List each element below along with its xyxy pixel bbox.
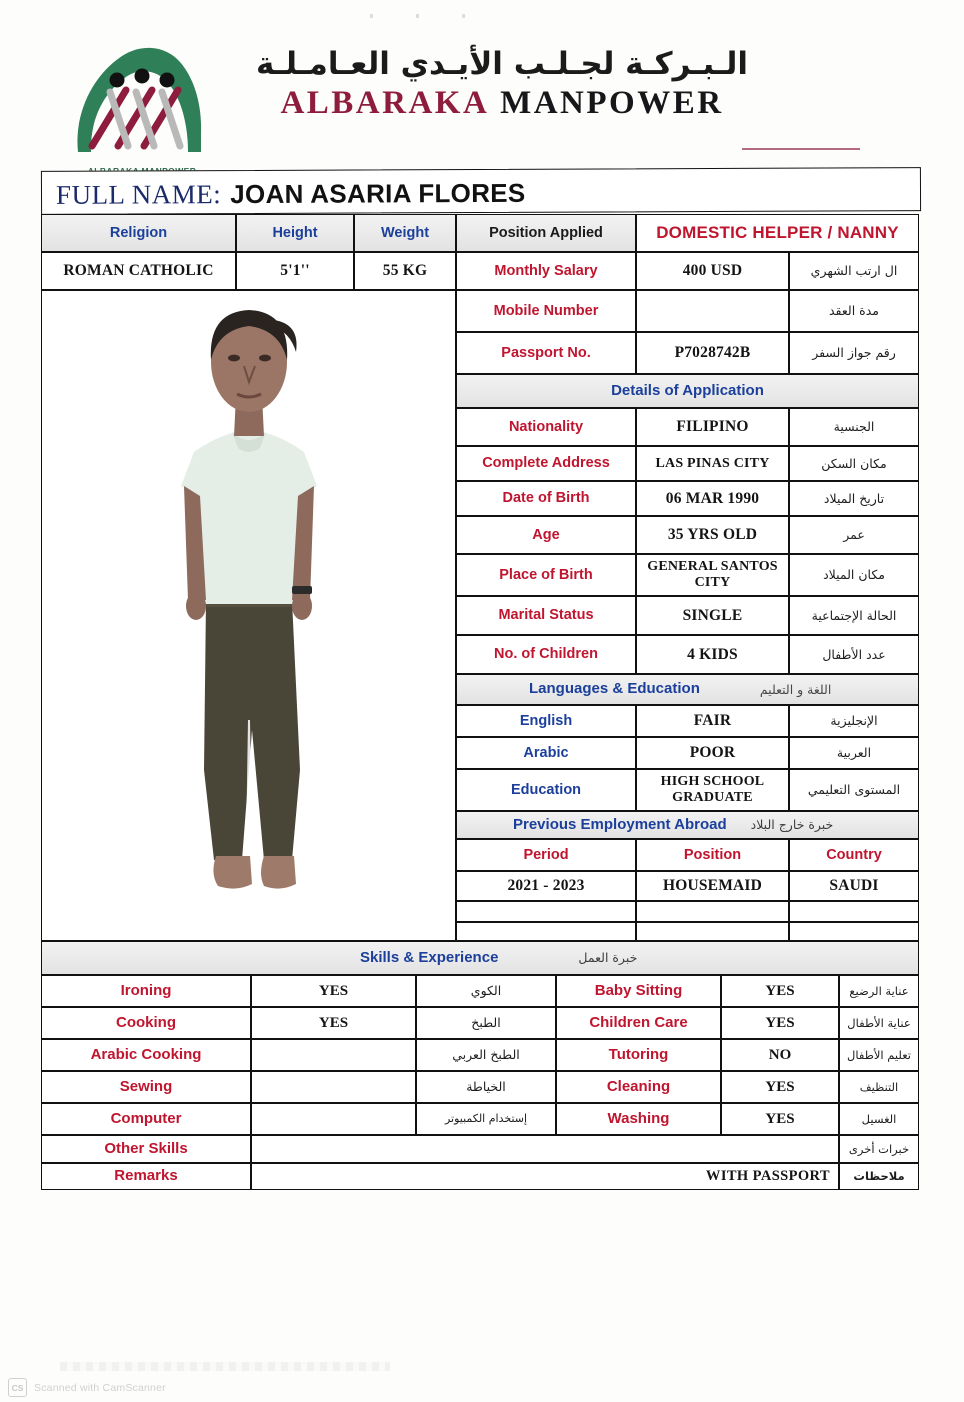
section-details-of-application: Details of Application: [456, 374, 919, 408]
full-name-band: [41, 167, 921, 215]
skill-cleaning-label: Cleaning: [556, 1071, 721, 1103]
skill-washing-value: YES: [721, 1103, 839, 1135]
other-skills-arabic: خبرات أخرى: [839, 1135, 919, 1163]
date-of-birth-label: Date of Birth: [456, 481, 636, 516]
age-value: 35 YRS OLD: [636, 516, 789, 554]
marital-status-value: SINGLE: [636, 596, 789, 635]
other-skills-label: Other Skills: [41, 1135, 251, 1163]
skill-ironing-label: Ironing: [41, 975, 251, 1007]
mobile-number-value: [636, 290, 789, 332]
skill-cooking-label: Cooking: [41, 1007, 251, 1039]
arabic-language-label: Arabic: [456, 737, 636, 769]
nationality-arabic: الجنسية: [789, 408, 919, 446]
skill-arabic-cooking-arabic: الطبخ العربي: [416, 1039, 556, 1071]
employment-period-1: 2021 - 2023: [456, 871, 636, 901]
employment-country-header: Country: [789, 839, 919, 871]
employment-position-header: Position: [636, 839, 789, 871]
scan-smudge-artifact: [60, 1362, 390, 1371]
english-arabic: الإنجليزية: [789, 705, 919, 737]
skill-baby-sitting-value: YES: [721, 975, 839, 1007]
skill-tutoring-label: Tutoring: [556, 1039, 721, 1071]
place-of-birth-value: GENERAL SANTOS CITY: [636, 554, 789, 596]
position-applied-value: DOMESTIC HELPER / NANNY: [636, 214, 919, 252]
weight-header: Weight: [354, 214, 456, 252]
camscanner-watermark: [8, 1378, 166, 1397]
brand-block: [222, 48, 782, 122]
skill-sewing-arabic: الخياطة: [416, 1071, 556, 1103]
marital-status-arabic: الحالة الإجتماعية: [789, 596, 919, 635]
english-label: English: [456, 705, 636, 737]
complete-address-label: Complete Address: [456, 446, 636, 481]
no-of-children-label: No. of Children: [456, 635, 636, 674]
section-skills-experience: Skills & Experience خبرة العمل: [41, 941, 919, 975]
camscanner-icon: CS: [8, 1378, 27, 1397]
height-header: Height: [236, 214, 354, 252]
document-header: [0, 30, 964, 170]
contract-duration-arabic: مدة العقد: [789, 290, 919, 332]
skill-arabic-cooking-value: [251, 1039, 416, 1071]
arabic-language-arabic: العربية: [789, 737, 919, 769]
skill-computer-value: [251, 1103, 416, 1135]
skill-baby-sitting-label: Baby Sitting: [556, 975, 721, 1007]
education-label: Education: [456, 769, 636, 811]
skill-cleaning-value: YES: [721, 1071, 839, 1103]
skill-sewing-value: [251, 1071, 416, 1103]
employment-position-3: [636, 922, 789, 941]
section-languages-education: Languages & Education اللغة و التعليم: [456, 674, 919, 705]
remarks-label: Remarks: [41, 1163, 251, 1190]
nationality-label: Nationality: [456, 408, 636, 446]
brand-albaraka-text: ALBARAKA: [280, 84, 490, 121]
skill-children-care-value: YES: [721, 1007, 839, 1039]
age-arabic: عمر: [789, 516, 919, 554]
skill-computer-arabic: إستخدام الكمبيوتر: [416, 1103, 556, 1135]
height-value: 5'1'': [236, 252, 354, 290]
religion-header: Religion: [41, 214, 236, 252]
passport-no-value: P7028742B: [636, 332, 789, 374]
brand-manpower-text: MANPOWER: [500, 84, 724, 121]
brand-arabic-title: الـبـركـة لجـلـب الأيـدي العـامـلـة: [256, 46, 748, 82]
applicant-photo: [41, 290, 456, 941]
passport-no-label: Passport No.: [456, 332, 636, 374]
no-of-children-value: 4 KIDS: [636, 635, 789, 674]
complete-address-value: LAS PINAS CITY: [636, 446, 789, 481]
skill-washing-arabic: الغسيل: [839, 1103, 919, 1135]
skill-children-care-label: Children Care: [556, 1007, 721, 1039]
weight-value: 55 KG: [354, 252, 456, 290]
remarks-value: WITH PASSPORT: [251, 1163, 839, 1190]
remarks-arabic: ملاحظات: [839, 1163, 919, 1190]
skill-cleaning-arabic: التنظيف: [839, 1071, 919, 1103]
position-applied-label: Position Applied: [456, 214, 636, 252]
english-value: FAIR: [636, 705, 789, 737]
skill-cooking-value: YES: [251, 1007, 416, 1039]
skill-baby-sitting-arabic: عناية الرضيع: [839, 975, 919, 1007]
employment-position-1: HOUSEMAID: [636, 871, 789, 901]
complete-address-arabic: مكان السكن: [789, 446, 919, 481]
date-of-birth-arabic: تاريخ الميلاد: [789, 481, 919, 516]
full-name-label: FULL NAME:: [55, 178, 222, 210]
employment-period-2: [456, 901, 636, 922]
skill-arabic-cooking-label: Arabic Cooking: [41, 1039, 251, 1071]
skill-tutoring-value: NO: [721, 1039, 839, 1071]
scan-artifact-dots: [370, 14, 470, 18]
skill-ironing-arabic: الكوي: [416, 975, 556, 1007]
age-label: Age: [456, 516, 636, 554]
nationality-value: FILIPINO: [636, 408, 789, 446]
skill-sewing-label: Sewing: [41, 1071, 251, 1103]
arabic-language-value: POOR: [636, 737, 789, 769]
skill-ironing-value: YES: [251, 975, 416, 1007]
skill-tutoring-arabic: تعليم الأطفال: [839, 1039, 919, 1071]
passport-no-arabic: رقم جواز السفر: [789, 332, 919, 374]
albaraka-logo-icon: [70, 40, 215, 165]
employment-country-2: [789, 901, 919, 922]
employment-period-3: [456, 922, 636, 941]
no-of-children-arabic: عدد الأطفال: [789, 635, 919, 674]
monthly-salary-value: 400 USD: [636, 252, 789, 290]
applicant-data-sheet: [41, 214, 919, 1190]
date-of-birth-value: 06 MAR 1990: [636, 481, 789, 516]
employment-position-2: [636, 901, 789, 922]
header-divider-line: [742, 148, 860, 150]
education-value: HIGH SCHOOL GRADUATE: [636, 769, 789, 811]
brand-english-title: [222, 85, 782, 122]
employment-period-header: Period: [456, 839, 636, 871]
place-of-birth-arabic: مكان الميلاد: [789, 554, 919, 596]
employment-country-3: [789, 922, 919, 941]
monthly-salary-label: Monthly Salary: [456, 252, 636, 290]
skill-children-care-arabic: عناية الأطفال: [839, 1007, 919, 1039]
skill-washing-label: Washing: [556, 1103, 721, 1135]
section-previous-employment: Previous Employment Abroad خبرة خارج البلاد: [456, 811, 919, 839]
other-skills-value: [251, 1135, 839, 1163]
skill-computer-label: Computer: [41, 1103, 251, 1135]
skill-cooking-arabic: الطبخ: [416, 1007, 556, 1039]
mobile-number-label: Mobile Number: [456, 290, 636, 332]
place-of-birth-label: Place of Birth: [456, 554, 636, 596]
religion-value: ROMAN CATHOLIC: [41, 252, 236, 290]
education-arabic: المستوى التعليمي: [789, 769, 919, 811]
full-name-value: JOAN ASARIA FLORES: [230, 177, 526, 209]
camscanner-text: Scanned with CamScanner: [34, 1381, 166, 1394]
monthly-salary-arabic: ال ارتب الشهري: [789, 252, 919, 290]
marital-status-label: Marital Status: [456, 596, 636, 635]
employment-country-1: SAUDI: [789, 871, 919, 901]
